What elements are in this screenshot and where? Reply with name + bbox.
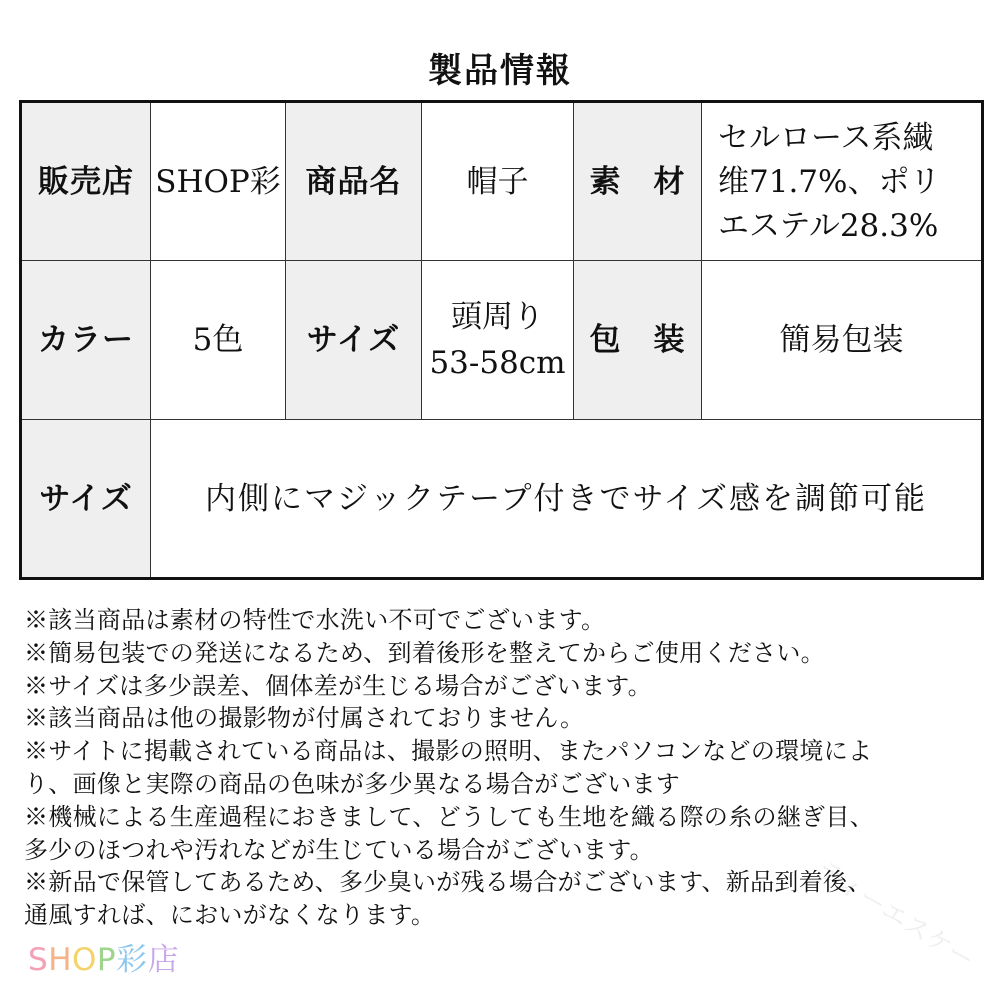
material-label: 素 材	[574, 102, 702, 261]
product-name-label: 商品名	[286, 102, 422, 261]
table-row	[21, 261, 983, 420]
size-line: 頭周り	[451, 299, 544, 335]
package-value: 簡易包装	[702, 261, 983, 420]
shop-label: 販売店	[21, 102, 151, 261]
size-note-label: サイズ	[21, 420, 151, 579]
shop-logo	[28, 938, 179, 982]
package-label: 包 装	[574, 261, 702, 420]
material-line: 维71.7%、ポリ	[718, 163, 941, 200]
material-line: セルロース系繊	[718, 119, 934, 156]
note-line: ※該当商品は素材の特性で水洗い不可でございます。	[24, 606, 606, 634]
logo-char: S	[28, 942, 49, 978]
watermark-text: ティーエスケー	[810, 855, 980, 976]
note-line: ※機械による生産過程におきまして、どうしても生地を織る際の糸の継ぎ目、	[24, 802, 875, 831]
size-note-value: 内側にマジックテープ付きでサイズ感を調節可能	[151, 420, 983, 579]
logo-char: H	[48, 942, 72, 978]
page-title: 製品情報	[428, 51, 572, 91]
logo-char: P	[96, 942, 117, 978]
product-name-value: 帽子	[422, 102, 574, 261]
logo-char: 店	[147, 942, 180, 978]
note-line: ※サイトに掲載されている商品は、撮影の照明、またパソコンなどの環境によ	[24, 737, 873, 766]
product-info-table	[19, 100, 984, 580]
table-row	[21, 420, 983, 579]
size-line: 53-58cm	[429, 345, 566, 381]
color-value: 5色	[151, 261, 286, 420]
logo-char: 彩	[116, 942, 148, 978]
color-label: カラー	[21, 261, 151, 420]
note-line: ※該当商品は他の撮影物が付属されておりません。	[24, 704, 585, 733]
material-value	[702, 102, 983, 261]
size-value	[422, 261, 574, 420]
size-label: サイズ	[286, 261, 422, 420]
note-line: 多少のほつれや汚れなどが生じている場合がございます。	[24, 835, 654, 864]
material-line: エステル28.3%	[718, 207, 939, 244]
note-line: ※サイズは多少誤差、個体差が生じる場合がございます。	[24, 671, 652, 700]
logo-char: O	[72, 942, 97, 978]
note-line: り、画像と実際の商品の色味が多少異なる場合がございます	[24, 769, 681, 798]
note-line: 通風すれば、においがなくなります。	[24, 901, 436, 930]
note-line: ※簡易包装での発送になるため、到着後形を整えてからご使用ください。	[24, 638, 825, 667]
note-line: ※新品で保管してあるため、多少臭いが残る場合がございます、新品到着後、	[24, 868, 872, 897]
shop-value: SHOP彩	[151, 102, 286, 261]
table-row	[21, 102, 983, 261]
